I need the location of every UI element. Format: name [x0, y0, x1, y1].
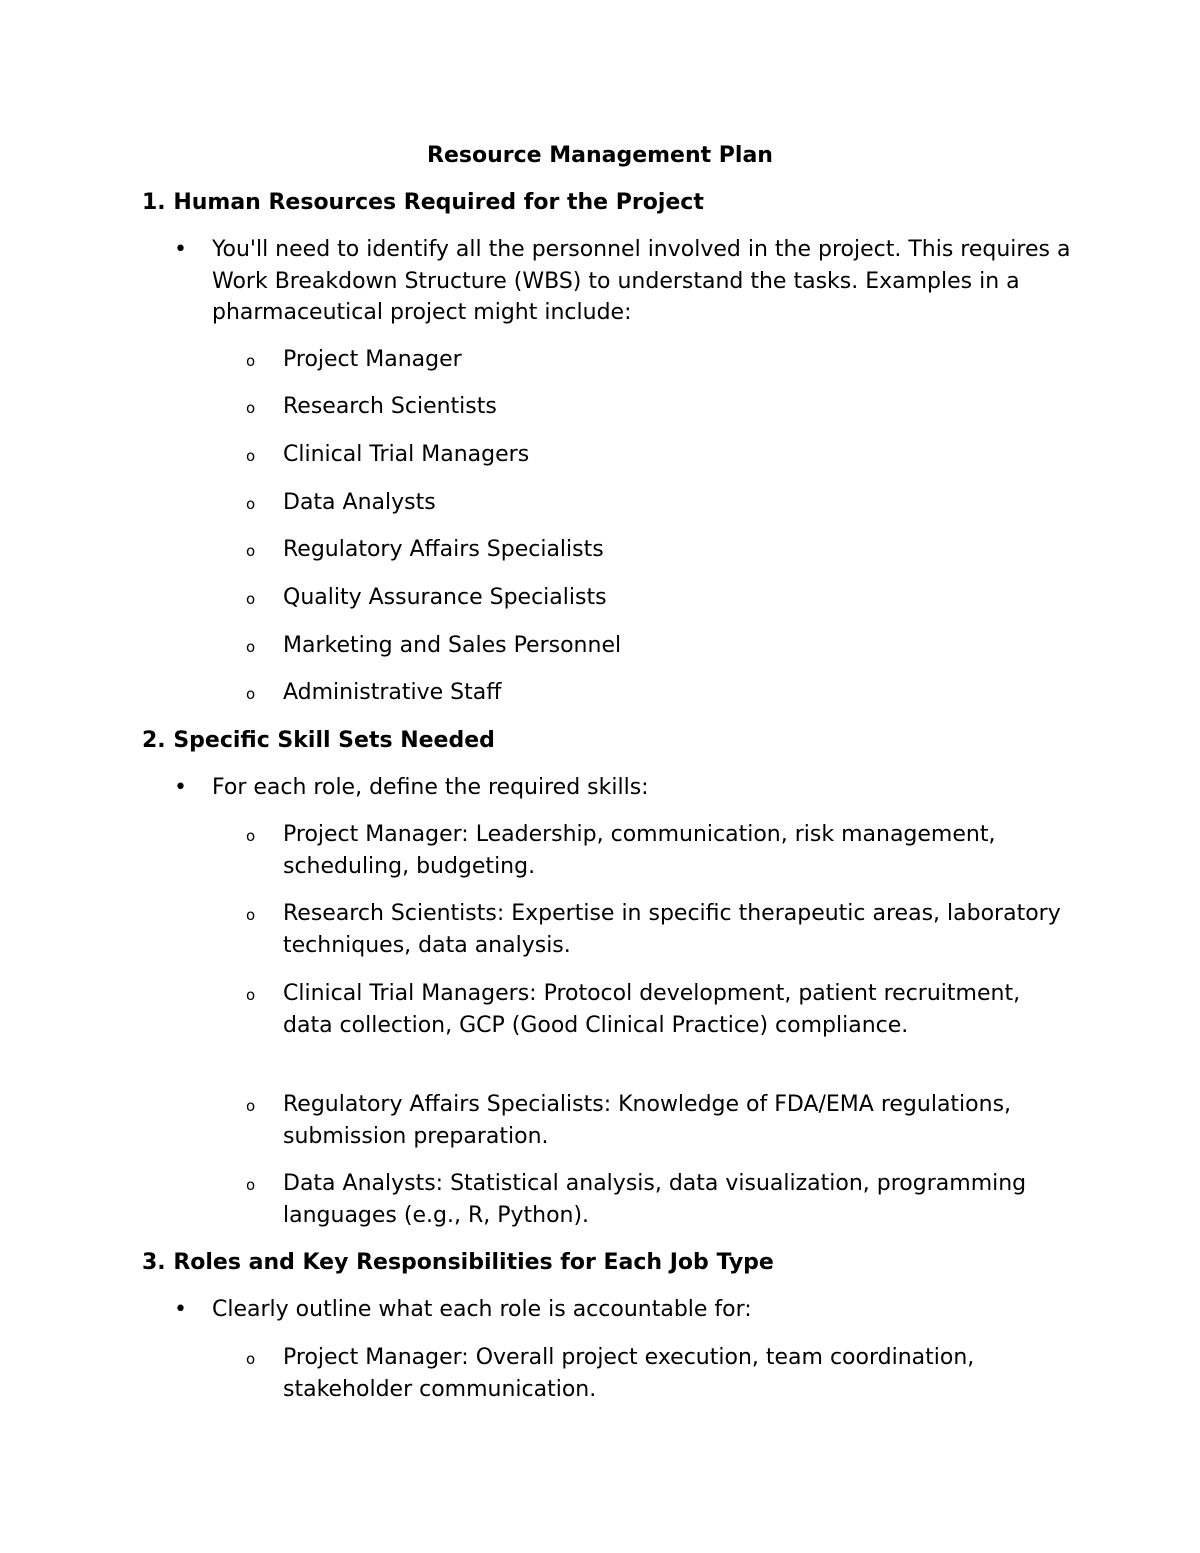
sub-bullet-marker: o: [246, 590, 256, 608]
bullet-marker: •: [174, 775, 187, 800]
section-heading: 1. Human Resources Required for the Project: [142, 190, 704, 215]
sub-bullet-marker: o: [246, 352, 256, 370]
list-item: Data Analysts: [283, 490, 436, 515]
section-heading: 2. Specific Skill Sets Needed: [142, 728, 495, 753]
sub-bullet-marker: o: [246, 399, 256, 417]
list-item: Regulatory Affairs Specialists: Knowledge of FDA/EMA regulations, submission preparation.: [283, 1092, 1012, 1149]
bullet-marker: •: [174, 1297, 187, 1322]
sub-bullet-marker: o: [246, 495, 256, 513]
list-item: Project Manager: Overall project execution, team coordination, stakeholder communication.: [283, 1345, 975, 1402]
list-item: Regulatory Affairs Specialists: [283, 537, 604, 562]
sub-bullet-marker: o: [246, 827, 256, 845]
sub-bullet-marker: o: [246, 906, 256, 924]
list-item: Clinical Trial Managers: [283, 442, 530, 467]
list-item: Marketing and Sales Personnel: [283, 633, 622, 658]
list-item: Data Analysts: Statistical analysis, data visualization, programming languages (e.g., R, Python).: [283, 1171, 1027, 1228]
bullet-text: You'll need to identify all the personnel involved in the project. This requires a Work Breakdown Structure (WBS) to understand the tasks. Examples in a pharmaceutical project might include:: [212, 237, 1071, 325]
sub-bullet-marker: o: [246, 685, 256, 703]
list-item: Research Scientists: Expertise in specific therapeutic areas, laboratory techniques, data analysis.: [283, 901, 1061, 958]
bullet-text: For each role, define the required skills:: [212, 775, 649, 800]
bullet-text: Clearly outline what each role is accountable for:: [212, 1297, 752, 1322]
sub-bullet-marker: o: [246, 638, 256, 656]
section-heading: 3. Roles and Key Responsibilities for Each Job Type: [142, 1250, 774, 1275]
list-item: Quality Assurance Specialists: [283, 585, 607, 610]
list-item: Research Scientists: [283, 394, 497, 419]
list-item: Administrative Staff: [283, 680, 502, 705]
list-item: Clinical Trial Managers: Protocol development, patient recruitment, data collection, GCP (Good Clinical Practice) compliance.: [283, 981, 1021, 1038]
list-item: Project Manager: Leadership, communication, risk management, scheduling, budgeting.: [283, 822, 996, 879]
bullet-marker: •: [174, 237, 187, 262]
sub-bullet-marker: o: [246, 986, 256, 1004]
sub-bullet-marker: o: [246, 447, 256, 465]
sub-bullet-marker: o: [246, 542, 256, 560]
document-title: Resource Management Plan: [427, 143, 773, 168]
list-item: Project Manager: [283, 347, 462, 372]
sub-bullet-marker: o: [246, 1097, 256, 1115]
sub-bullet-marker: o: [246, 1176, 256, 1194]
sub-bullet-marker: o: [246, 1350, 256, 1368]
